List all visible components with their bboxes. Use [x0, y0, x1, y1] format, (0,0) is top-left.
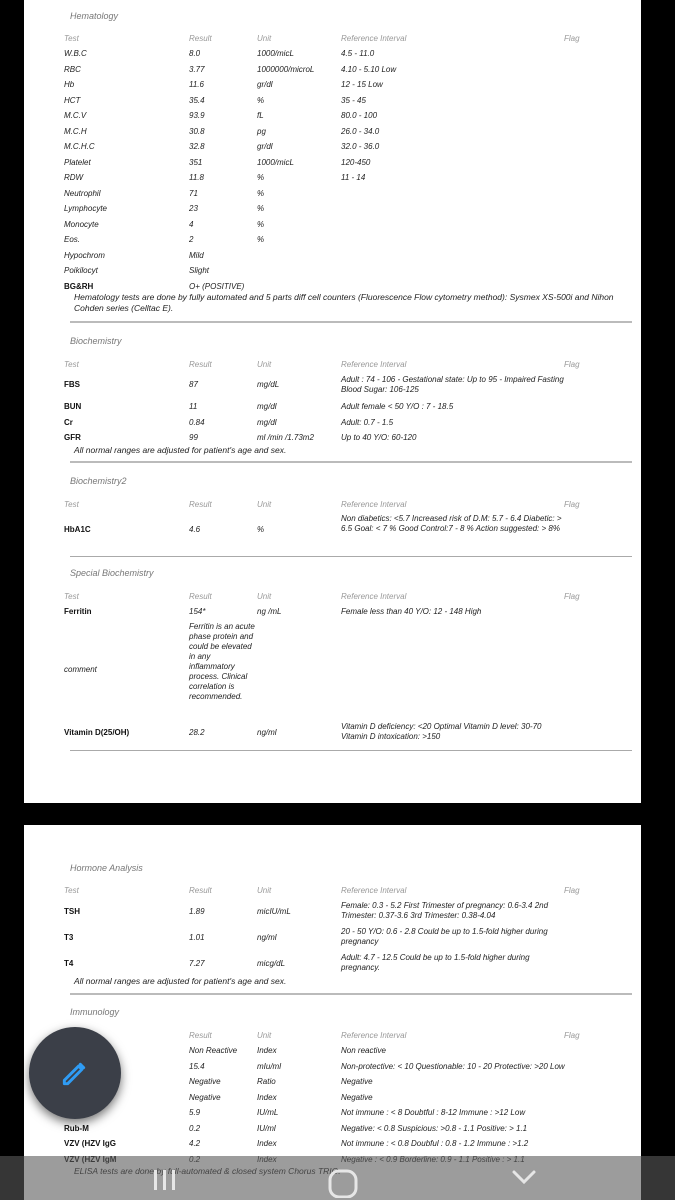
test-name: Ferritin	[64, 607, 92, 616]
header-reference: Reference Interval	[341, 360, 407, 369]
divider	[70, 993, 632, 995]
test-reference: Adult female < 50 Y/O : 7 - 18.5	[341, 402, 454, 411]
test-result: 15.4	[189, 1061, 205, 1071]
test-result: 8.0	[189, 49, 201, 58]
test-name: HCT	[64, 95, 81, 105]
test-result: 4.6	[189, 525, 201, 534]
test-reference: Non reactive	[341, 1046, 386, 1055]
test-unit: %	[257, 95, 265, 105]
back-icon[interactable]	[508, 1168, 538, 1192]
divider	[70, 750, 632, 751]
test-name: W.B.C	[64, 49, 87, 58]
header-reference: Reference Interval	[341, 34, 407, 43]
test-name: Eos.	[64, 235, 81, 244]
test-unit: %	[257, 173, 265, 182]
header-result: Result	[189, 500, 212, 509]
test-result: 23	[189, 204, 198, 213]
test-unit: 1000/micL	[257, 157, 294, 167]
report-page-1	[24, 0, 641, 803]
test-result: 11.6	[189, 80, 204, 89]
test-name: T3	[64, 933, 74, 942]
pencil-icon	[59, 1057, 91, 1089]
test-reference: Adult: 4.7 - 12.5 Could be up to 1.5-fold higher during pregnancy.	[341, 953, 530, 972]
header-result: Result	[189, 360, 212, 369]
header-flag: Flag	[564, 1031, 580, 1040]
header-unit: Unit	[257, 1031, 272, 1040]
test-name: Lymphocyte	[64, 204, 107, 213]
test-reference: Not immune : < 8 Doubtful : 8-12 Immune : >12 Low	[341, 1108, 526, 1117]
header-reference: Reference Interval	[341, 886, 407, 895]
test-result: 99	[189, 433, 198, 442]
test-result: 87	[189, 380, 198, 389]
test-result: 7.27	[189, 959, 205, 968]
test-unit: mg/dl	[257, 418, 277, 427]
test-reference: 32.0 - 36.0	[341, 142, 380, 151]
section-title-hematology: Hematology	[70, 11, 119, 21]
test-result: Slight	[189, 266, 210, 275]
test-result: 4	[189, 219, 194, 229]
test-name: Platelet	[64, 157, 91, 167]
test-unit: %	[257, 219, 265, 229]
section-title-biochemistry2: Biochemistry2	[70, 476, 127, 486]
test-reference: Vitamin D deficiency: <20 Optimal Vitamin D level: 30-70 Vitamin D intoxication: >150	[341, 722, 542, 741]
test-name: Vitamin D(25/OH)	[64, 728, 130, 737]
header-unit: Unit	[257, 34, 272, 43]
header-flag: Flag	[564, 500, 580, 509]
test-reference: Negative	[341, 1077, 373, 1086]
test-unit: %	[257, 525, 265, 534]
test-result: 3.77	[189, 64, 205, 74]
test-result: 11	[189, 402, 198, 411]
test-unit: %	[257, 204, 265, 213]
test-result: 93.9	[189, 111, 205, 120]
test-name: Hypochrom	[64, 250, 105, 260]
header-reference: Reference Interval	[341, 592, 407, 601]
test-result: Non Reactive	[189, 1046, 238, 1055]
test-name: HbA1C	[64, 525, 91, 534]
test-result: 2	[189, 235, 194, 244]
test-reference: Up to 40 Y/O: 60-120	[341, 433, 417, 442]
test-unit: Ratio	[257, 1077, 276, 1086]
test-unit: gr/dl	[257, 80, 273, 89]
test-reference: 35 - 45	[341, 95, 366, 105]
divider	[70, 461, 632, 463]
header-unit: Unit	[257, 886, 272, 895]
test-result: 11.8	[189, 173, 204, 182]
test-reference: 26.0 - 34.0	[341, 126, 380, 136]
test-result: 154*	[189, 607, 206, 616]
header-result: Result	[189, 592, 212, 601]
test-unit: IU/mL	[257, 1108, 279, 1117]
test-reference: 120-450	[341, 157, 371, 167]
test-unit: Index	[257, 1092, 277, 1102]
test-result: 0.84	[189, 418, 205, 427]
test-name: Rub-M	[64, 1123, 89, 1133]
test-name: BUN	[64, 402, 82, 411]
test-reference: Non-protective: < 10 Questionable: 10 - 20 Protective: >20 Low	[341, 1061, 565, 1071]
header-unit: Unit	[257, 592, 272, 601]
home-icon[interactable]	[326, 1168, 360, 1198]
test-unit: 1000000/microL	[257, 64, 315, 74]
test-name: FBS	[64, 380, 80, 389]
hematology-note: Hematology tests are done by fully automated and 5 parts diff cell counters (Fluorescence Flow cytometry method): Sysmex XS-500i and Nihon Cohden series (Celltac E).	[74, 292, 614, 313]
test-name: M.C.H.C	[64, 142, 95, 151]
test-unit: ng/ml	[257, 933, 277, 942]
header-flag: Flag	[564, 592, 580, 601]
header-flag: Flag	[564, 360, 580, 369]
test-reference: 20 - 50 Y/O: 0.6 - 2.8 Could be up to 1.5-fold higher during pregnancy	[341, 927, 548, 946]
test-result: 35.4	[189, 95, 205, 105]
test-unit: fL	[257, 111, 264, 120]
test-name: T4	[64, 959, 74, 968]
test-unit: micg/dL	[257, 959, 286, 968]
section-title-biochemistry: Biochemistry	[70, 336, 122, 346]
comment-text: Ferritin is an acute phase protein and could be elevated in any inflammatory process. Clinical correlation is recommended.	[189, 622, 255, 701]
test-result: 0.2	[189, 1123, 201, 1133]
header-test: Test	[64, 592, 79, 601]
test-unit: ng /mL	[257, 607, 282, 616]
test-result: 1.01	[189, 933, 205, 942]
edit-fab-button[interactable]	[29, 1027, 121, 1119]
test-reference: Negative	[341, 1092, 373, 1102]
test-name: RBC	[64, 64, 81, 74]
test-unit: mg/dl	[257, 402, 277, 411]
test-unit: pg	[257, 126, 266, 136]
test-name: Monocyte	[64, 219, 99, 229]
test-reference: 11 - 14	[341, 173, 366, 182]
header-reference: Reference Interval	[341, 500, 407, 509]
test-unit: %	[257, 235, 265, 244]
header-test: Test	[64, 886, 79, 895]
header-result: Result	[189, 886, 212, 895]
hormone-note: All normal ranges are adjusted for patient's age and sex.	[74, 976, 287, 986]
test-result: 28.2	[189, 728, 205, 737]
test-name: M.C.H	[64, 126, 87, 136]
test-name: Poikilocyt	[64, 266, 98, 275]
test-result: O+ (POSITIVE)	[189, 281, 245, 291]
test-unit: Index	[257, 1139, 277, 1148]
test-name: VZV (HZV IgG	[64, 1139, 116, 1148]
test-reference: Adult : 74 - 106 - Gestational state: Up to 95 - Impaired Fasting Blood Sugar: 106-125	[341, 375, 564, 394]
test-unit: ml /min /1.73m2	[257, 433, 314, 442]
header-result: Result	[189, 1031, 212, 1040]
test-unit: gr/dl	[257, 142, 273, 151]
test-unit: Index	[257, 1046, 277, 1055]
test-name: BG&RH	[64, 281, 94, 291]
test-result: Negative	[189, 1077, 221, 1086]
divider	[70, 556, 632, 557]
header-flag: Flag	[564, 886, 580, 895]
test-reference: Not immune : < 0.8 Doubful : 0.8 - 1.2 Immune : >1.2	[341, 1139, 529, 1148]
header-test: Test	[64, 34, 79, 43]
biochemistry-note: All normal ranges are adjusted for patient's age and sex.	[74, 445, 287, 455]
test-result: 1.89	[189, 907, 205, 916]
header-flag: Flag	[564, 34, 580, 43]
section-title-special-biochemistry: Special Biochemistry	[70, 568, 154, 578]
test-name: Neutrophil	[64, 188, 101, 198]
test-unit: %	[257, 188, 265, 198]
test-reference: 4.10 - 5.10 Low	[341, 64, 397, 74]
header-reference: Reference Interval	[341, 1031, 407, 1040]
test-unit: 1000/micL	[257, 49, 294, 58]
test-reference: Female: 0.3 - 5.2 First Trimester of pregnancy: 0.6-3.4 2nd Trimester: 0.37-3.6 3rd Trimester: 0.38-4.04	[341, 901, 549, 920]
comment-label: comment	[64, 665, 97, 674]
test-result: 32.8	[189, 142, 205, 151]
header-unit: Unit	[257, 360, 272, 369]
test-unit: IU/ml	[257, 1123, 276, 1133]
test-result: 71	[189, 188, 198, 198]
header-test: Test	[64, 360, 79, 369]
test-unit: micIU/mL	[257, 907, 291, 916]
test-reference: 12 - 15 Low	[341, 80, 383, 89]
test-name: Hb	[64, 80, 75, 89]
divider	[70, 321, 632, 323]
test-unit: mg/dL	[257, 380, 280, 389]
test-reference: Adult: 0.7 - 1.5	[341, 418, 394, 427]
test-result: Mild	[189, 250, 204, 260]
test-reference: 4.5 - 11.0	[341, 49, 375, 58]
test-reference: 80.0 - 100	[341, 111, 378, 120]
test-name: RDW	[64, 173, 84, 182]
header-result: Result	[189, 34, 212, 43]
test-result: Negative	[189, 1092, 221, 1102]
section-title-hormone: Hormone Analysis	[70, 863, 143, 873]
test-name: GFR	[64, 433, 81, 442]
test-reference: Negative: < 0.8 Suspicious: >0.8 - 1.1 Positive: > 1.1	[341, 1123, 528, 1133]
header-test: Test	[64, 500, 79, 509]
test-name: Cr	[64, 418, 73, 427]
recent-apps-icon[interactable]	[150, 1168, 180, 1192]
test-result: 5.9	[189, 1108, 201, 1117]
test-result: 4.2	[189, 1139, 201, 1148]
test-unit: ng/ml	[257, 728, 277, 737]
test-result: 30.8	[189, 126, 205, 136]
test-unit: mIu/ml	[257, 1061, 281, 1071]
header-unit: Unit	[257, 500, 272, 509]
system-nav-bar	[0, 1156, 675, 1200]
test-name: M.C.V	[64, 111, 87, 120]
test-reference: Female less than 40 Y/O: 12 - 148 High	[341, 607, 482, 616]
report-page-2	[24, 825, 641, 1200]
test-name: TSH	[64, 907, 80, 916]
test-reference: Non diabetics: <5.7 Increased risk of D.M: 5.7 - 6.4 Diabetic: > 6.5 Goal: < 7 % Good Control:7 - 8 % Action suggested: > 8%	[341, 514, 562, 533]
test-result: 351	[189, 157, 203, 167]
section-title-immunology: Immunology	[70, 1007, 120, 1017]
